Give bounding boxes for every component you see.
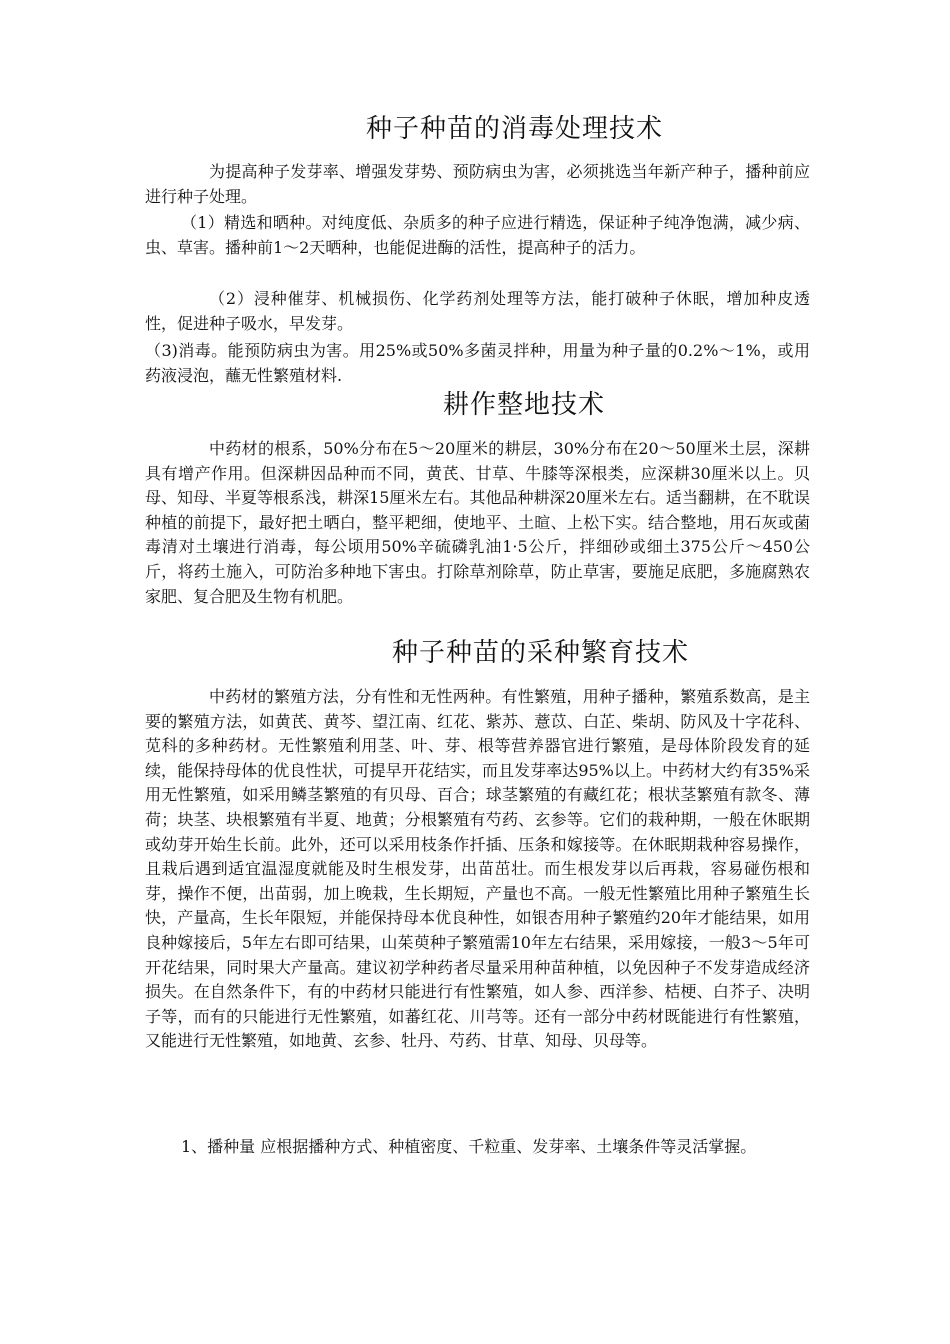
section-title-tillage: 耕作整地技术 bbox=[443, 390, 606, 420]
paragraph-intro: 为提高种子发芽率、增强发芽势、预防病虫为害，必须挑选当年新产种子，播种前应进行种子处理。 bbox=[145, 162, 810, 206]
paragraph-selection: （1）精选和晒种。对纯度低、杂质多的种子应进行精选，保证种子纯净饱满，减少病、虫、草害。播种前1～2天晒种，也能促进酶的活性，提高种子的活力。 bbox=[145, 213, 810, 257]
paragraph-sowing-amount: 1、播种量 应根据播种方式、种植密度、千粒重、发芽率、土壤条件等灵活掌握。 bbox=[181, 1137, 757, 1156]
paragraph-tillage: 中药材的根系，50%分布在5～20厘米的耕层，30%分布在20～50厘米土层，深耕具有增产作用。但深耕因品种而不同，黄芪、甘草、牛膝等深根类，应深耕30厘米以上。贝母、知母、半夏等根系浅，耕深15厘米左右。其他品种耕深20厘米左右。适当翻耕，在不耽误种植的前提下，最好把土晒白，整平耙细，使地平、土暄、上松下实。结合整地，用石灰或菌毒清对土壤进行消毒，每公顷用50%辛硫磷乳油1·5公斤，拌细砂或细土375公斤～450公斤，将药土施入，可防治多种地下害虫。打除草剂除草，防止草害，要施足底肥，多施腐熟农家肥、复合肥及生物有机肥。 bbox=[145, 439, 810, 606]
paragraph-disinfection: （3)消毒。能预防病虫为害。用25%或50%多菌灵拌种，用量为种子量的0.2%～1%，或用药液浸泡，蘸无性繁殖材料. bbox=[145, 341, 810, 385]
paragraph-soaking: （2）浸种催芽、机械损伤、化学药剂处理等方法，能打破种子休眠，增加种皮透性，促进种子吸水，早发芽。 bbox=[145, 289, 810, 333]
paragraph-breeding: 中药材的繁殖方法，分有性和无性两种。有性繁殖，用种子播种，繁殖系数高，是主要的繁殖方法，如黄芪、黄芩、望江南、红花、紫苏、薏苡、白芷、柴胡、防风及十字花科、苋科的多种药材。无性繁殖利用茎、叶、芽、根等营养器官进行繁殖，是母体阶段发育的延续，能保持母体的优良性状，可提早开花结实，而且发芽率达95%以上。中药材大约有35%采用无性繁殖，如采用鳞茎繁殖的有贝母、百合；球茎繁殖的有藏红花；根状茎繁殖有款冬、薄荷；块茎、块根繁殖有半夏、地黄；分根繁殖有芍药、玄参等。它们的栽种期，一般在休眠期或幼芽开始生长前。此外，还可以采用枝条作扦插、压条和嫁接等。在休眠期栽种容易操作，且栽后遇到适宜温湿度就能及时生根发芽，出苗茁壮。而生根发芽以后再栽，容易碰伤根和芽，操作不便，出苗弱，加上晚栽，生长期短，产量也不高。一般无性繁殖比用种子繁殖生长快，产量高，生长年限短，并能保持母本优良种性，如银杏用种子繁殖约20年才能结果，如用良种嫁接后，5年左右即可结果，山茱萸种子繁殖需10年左右结果，采用嫁接，一般3～5年可开花结果，同时果大产量高。建议初学种药者尽量采用种苗种植，以免因种子不发芽造成经济损失。在自然条件下，有的中药材只能进行有性繁殖，如人参、西洋参、桔梗、白芥子、决明子等，而有的只能进行无性繁殖，如蕃红花、川芎等。还有一部分中药材既能进行有性繁殖，又能进行无性繁殖，如地黄、玄参、牡丹、芍药、甘草、知母、贝母等。 bbox=[145, 687, 810, 1051]
section-title-breeding: 种子种苗的采种繁育技术 bbox=[392, 638, 690, 668]
section-title-disinfection: 种子种苗的消毒处理技术 bbox=[366, 114, 664, 144]
